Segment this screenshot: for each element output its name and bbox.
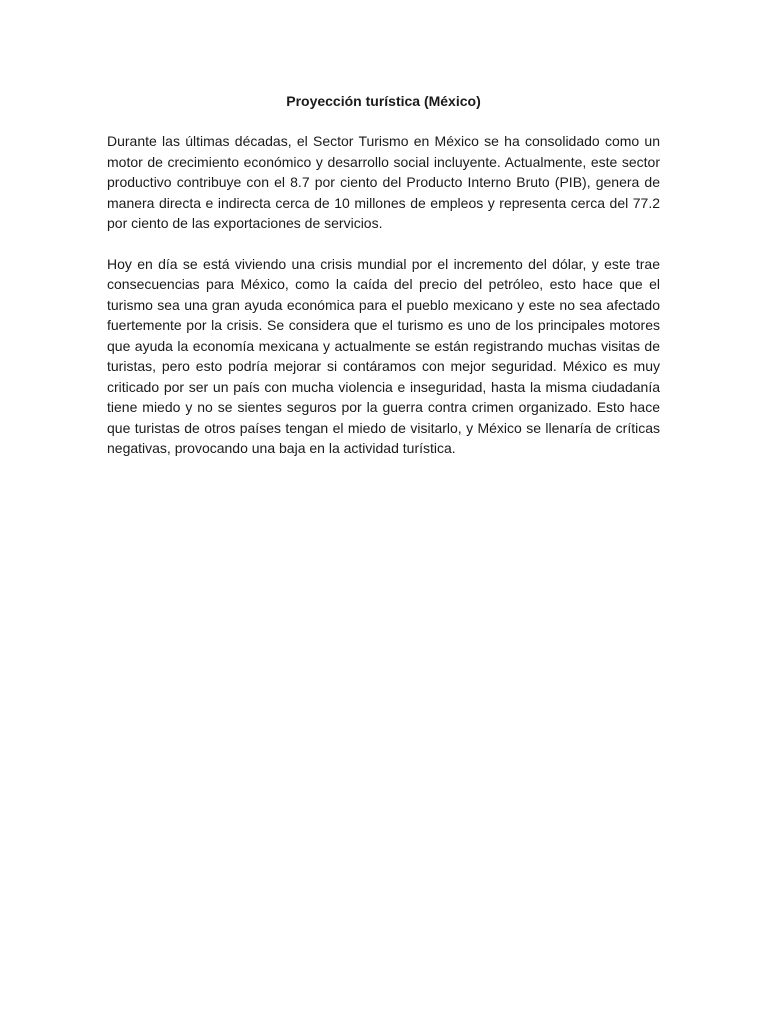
paragraph-crisis-mundial: Hoy en día se está viviendo una crisis mundial por el incremento del dólar, y este trae consecuencias para México, como la caída del precio del petróleo, esto hace que el turismo sea una gran ayuda económica para el pueblo mexicano y este no sea afectado fuertemente por la crisis. Se considera que el turismo es uno de los principales motores que ayuda la economía mexicana y actualmente se están registrando muchas visitas de turistas, pero esto podría mejorar si contáramos con mejor seguridad. México es muy criticado por ser un país con mucha violencia e inseguridad, hasta la misma ciudadanía tiene miedo y no se sientes seguros por la guerra contra crimen organizado. Esto hace que turistas de otros países tengan el miedo de visitarlo, y México se llenaría de críticas negativas, provocando una baja en la actividad turística. — [107, 255, 660, 456]
document-title: Proyección turística (México) — [286, 93, 481, 109]
paragraph-sector-turismo: Durante las últimas décadas, el Sector Turismo en México se ha consolidado como un motor de crecimiento económico y desarrollo social incluyente. Actualmente, este sector productivo contribuye con el 8.7 por ciento del Producto Interno Bruto (PIB), genera de manera directa e indirecta cerca de 10 millones de empleos y representa cerca del 77.2 por ciento de las exportaciones de servicios. — [107, 133, 660, 231]
document-body — [107, 91, 660, 479]
